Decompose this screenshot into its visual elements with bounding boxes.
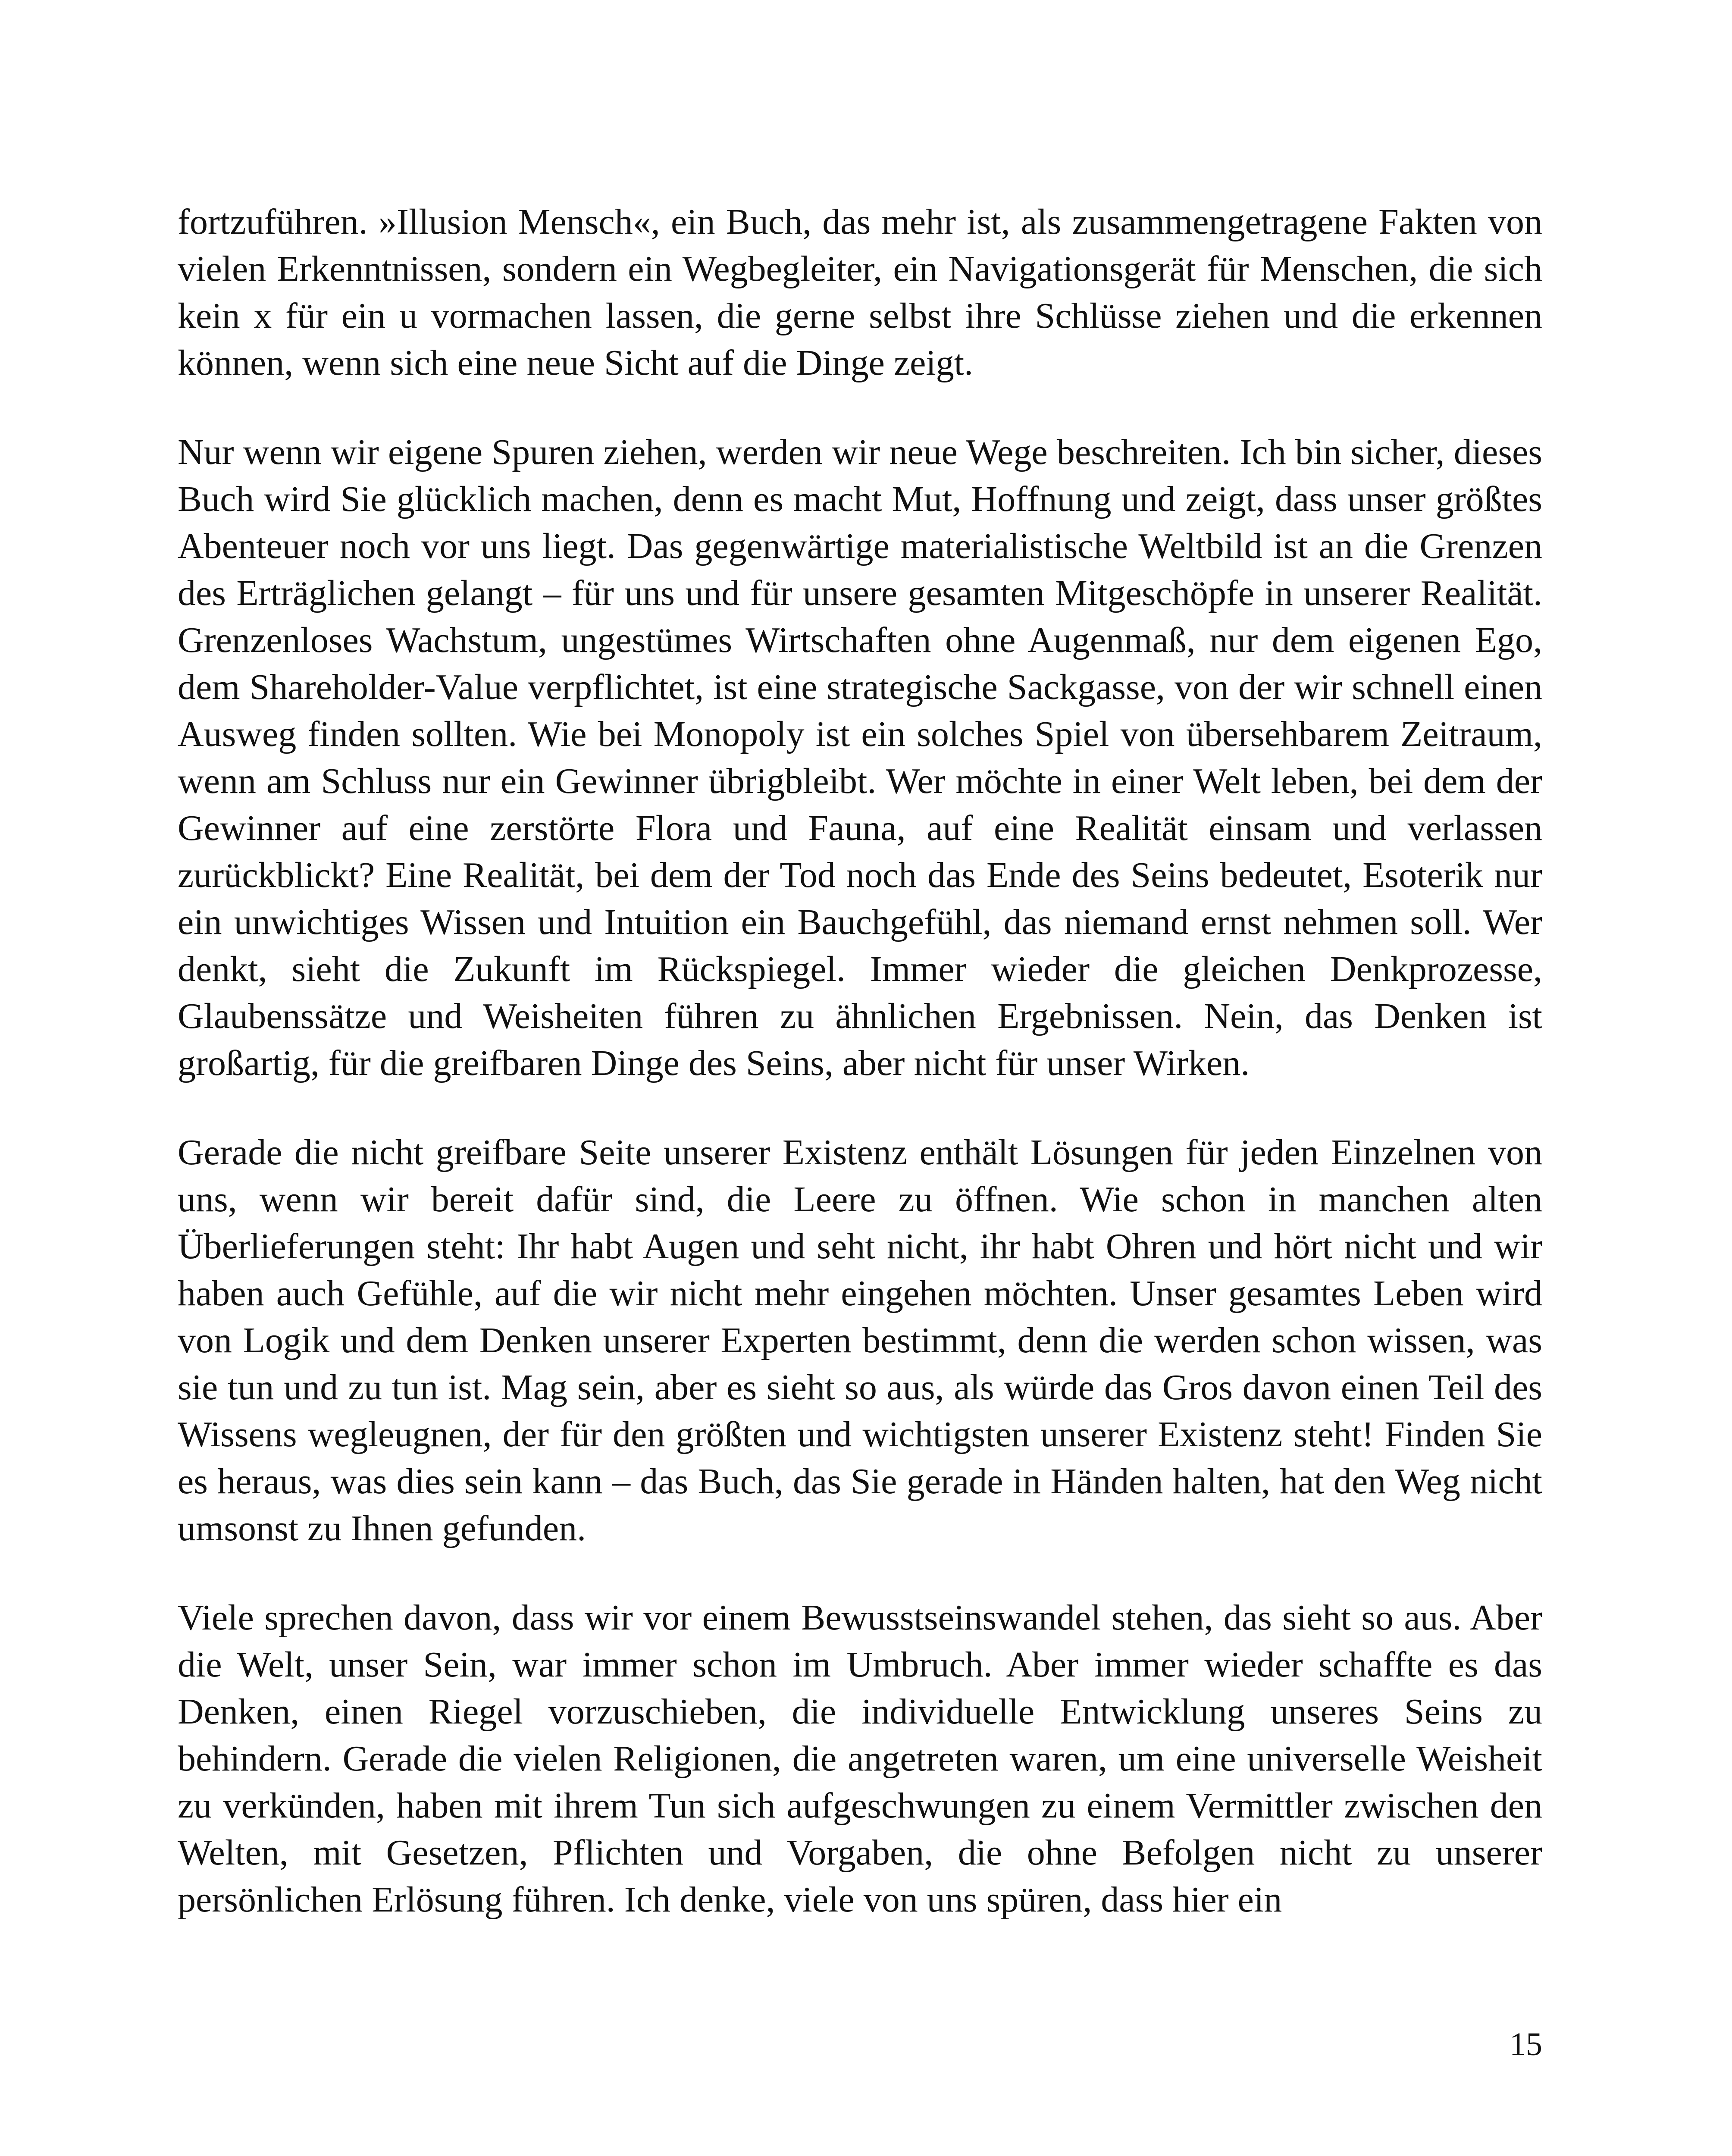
paragraph-1: fortzuführen. »Illusion Mensch«, ein Buch, das mehr ist, als zusammengetragene Fakten von vielen Erkenntnissen, sondern ein Wegbegleiter, ein Navigationsgerät für Menschen, die sich kein x für ein u vormachen lassen, die gerne selbst ihre Schlüsse ziehen und die erkennen können, wenn sich eine neue Sicht auf die Dinge zeigt. (178, 202, 1542, 383)
page-number: 15 (1510, 2026, 1542, 2062)
paragraph-2: Nur wenn wir eigene Spuren ziehen, werden wir neue Wege beschreiten. Ich bin sicher, dieses Buch wird Sie glücklich machen, denn es macht Mut, Hoffnung und zeigt, dass unser größtes Abenteuer noch vor uns liegt. Das gegenwärtige materialistische Weltbild ist an die Grenzen des Erträglichen gelangt – für uns und für unsere gesamten Mitgeschöpfe in unserer Realität. Grenzenloses Wachstum, ungestümes Wirtschaften ohne Augenmaß, nur dem eigenen Ego, dem Shareholder-Value verpflichtet, ist eine strategische Sackgasse, von der wir schnell einen Ausweg finden sollten. Wie bei Monopoly ist ein solches Spiel von übersehbarem Zeitraum, wenn am Schluss nur ein Gewinner übrigbleibt. Wer möchte in einer Welt leben, bei dem der Gewinner auf eine zerstörte Flora und Fauna, auf eine Realität einsam und verlassen zurückblickt? Eine Realität, bei dem der Tod noch das Ende des Seins bedeutet, Esoterik nur ein unwichtiges Wissen und Intuition ein Bauchgefühl, das niemand ernst nehmen soll. Wer denkt, sieht die Zukunft im Rückspiegel. Immer wieder die gleichen Denkprozesse, Glaubenssätze und Weisheiten führen zu ähnlichen Ergebnissen. Nein, das Denken ist großartig, für die greifbaren Dinge des Seins, aber nicht für unser Wirken. (178, 432, 1542, 1083)
paragraph-4: Viele sprechen davon, dass wir vor einem Bewusstseinswandel stehen, das sieht so aus. Aber die Welt, unser Sein, war immer schon im Umbruch. Aber immer wieder schaffte es das Denken, einen Riegel vorzuschieben, die individuelle Entwicklung unseres Seins zu behindern. Gerade die vielen Religionen, die angetreten waren, um eine universelle Weisheit zu verkünden, haben mit ihrem Tun sich aufgeschwungen zu einem Vermittler zwischen den Welten, mit Gesetzen, Pflichten und Vorgaben, die ohne Befolgen nicht zu unserer persönlichen Erlösung führen. Ich denke, viele von uns spüren, dass hier ein (178, 1598, 1542, 1920)
paragraph-3: Gerade die nicht greifbare Seite unserer Existenz enthält Lösungen für jeden Einzelnen von uns, wenn wir bereit dafür sind, die Leere zu öffnen. Wie schon in manchen alten Überlieferungen steht: Ihr habt Augen und seht nicht, ihr habt Ohren und hört nicht und wir haben auch Gefühle, auf die wir nicht mehr eingehen möchten. Unser gesamtes Leben wird von Logik und dem Denken unserer Experten bestimmt, denn die werden schon wissen, was sie tun und zu tun ist. Mag sein, aber es sieht so aus, als würde das Gros davon einen Teil des Wissens wegleugnen, der für den größten und wichtigsten unserer Existenz steht! Finden Sie es heraus, was dies sein kann – das Buch, das Sie gerade in Händen halten, hat den Weg nicht umsonst zu Ihnen gefunden. (178, 1132, 1542, 1548)
body-text (178, 198, 1542, 1965)
